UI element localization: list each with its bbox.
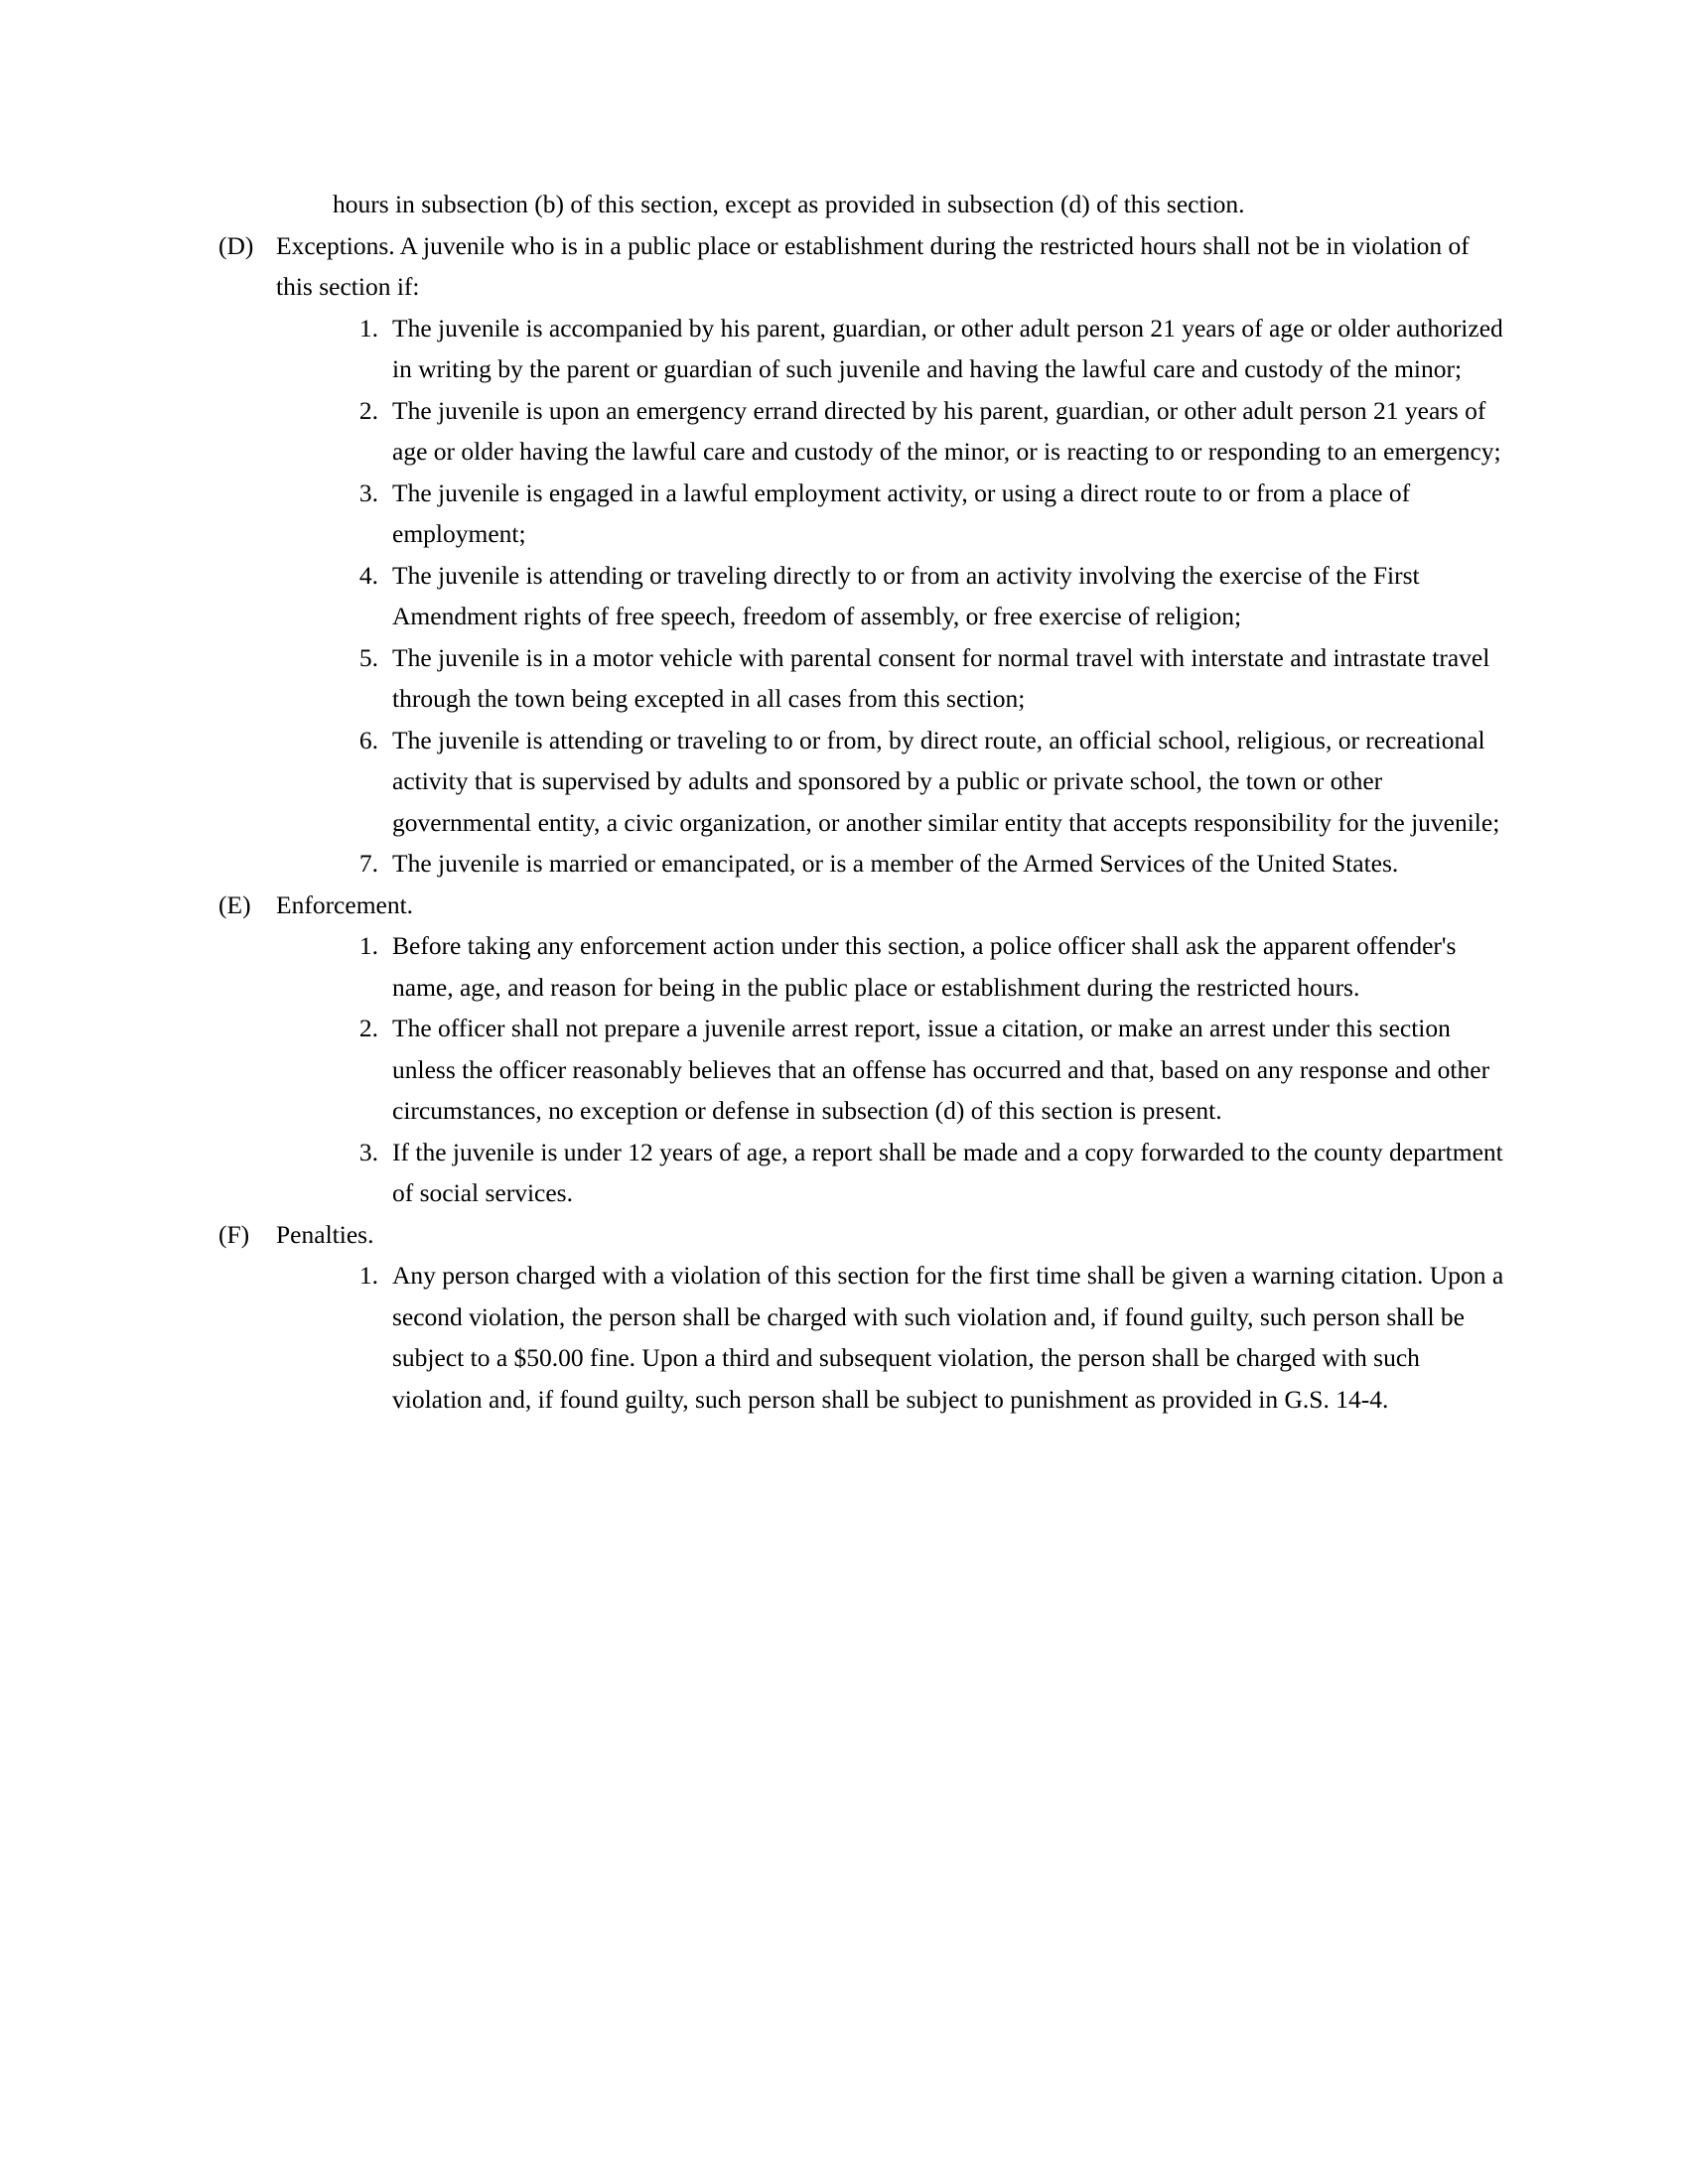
list-item <box>333 473 1509 555</box>
list-item <box>333 1132 1509 1214</box>
section-e-marker: (E) <box>218 889 251 919</box>
list-item-text: The juvenile is upon an emergency errand directed by his parent, guardian, or other adult person 21 years of age or older having the lawful care and custody of the minor, or is reacting to or responding to an emergency; <box>392 395 1501 466</box>
list-item <box>333 555 1509 637</box>
section-e-list <box>179 925 1509 1214</box>
list-item-marker: 6. <box>358 725 378 754</box>
list-item-text: The juvenile is accompanied by his parent, guardian, or other adult person 21 years of age or older authorized in writing by the parent or guardian of such juvenile and having the lawful care and custody of the minor; <box>392 313 1503 383</box>
document-body <box>179 184 1509 1420</box>
list-item-text: The officer shall not prepare a juvenile arrest report, issue a citation, or make an arrest under this section unless the officer reasonably believes that an offense has occurred and that, based on any response and other circumstances, no exception or defense in subsection (d) of this section is present. <box>392 1014 1490 1125</box>
list-item-marker: 1. <box>358 931 378 960</box>
section-e <box>218 885 1509 926</box>
list-item-text: If the juvenile is under 12 years of age, a report shall be made and a copy forwarded to the county department of social services. <box>392 1137 1503 1207</box>
list-item-marker: 2. <box>358 1014 378 1042</box>
list-item-marker: 3. <box>358 1137 378 1166</box>
list-item-marker: 7. <box>358 849 378 878</box>
list-item <box>333 1255 1509 1420</box>
list-item-text: The juvenile is engaged in a lawful employment activity, or using a direct route to or from a place of employment; <box>392 478 1411 548</box>
list-item-text: The juvenile is attending or traveling to or from, by direct route, an official school, religious, or recreational activity that is supervised by adults and sponsored by a public or private school, the town or other governmental entity, a civic organization, or another similar entity that accepts responsibility for the juvenile; <box>392 725 1500 837</box>
list-item <box>333 637 1509 720</box>
section-f-list <box>179 1255 1509 1420</box>
list-item-marker: 4. <box>358 560 378 590</box>
section-e-heading: Enforcement. <box>276 889 414 919</box>
section-d-list <box>179 308 1509 885</box>
list-item-marker: 5. <box>358 642 378 672</box>
list-item <box>333 390 1509 473</box>
section-d-heading: Exceptions. A juvenile who is in a public place or establishment during the restricted hours shall not be in violation of this section if: <box>276 230 1470 301</box>
list-item-text: The juvenile is attending or traveling directly to or from an activity involving the exercise of the First Amendment rights of free speech, freedom of assembly, or free exercise of religion; <box>392 560 1420 630</box>
section-f-heading: Penalties. <box>276 1219 374 1249</box>
continuation-paragraph: hours in subsection (b) of this section, except as provided in subsection (d) of this section. <box>333 190 1245 218</box>
list-item-text: Before taking any enforcement action under this section, a police officer shall ask the apparent offender's name, age, and reason for being in the public place or establishment during the restricted hours. <box>392 931 1457 1002</box>
list-item-marker: 2. <box>358 395 378 425</box>
list-item-text: The juvenile is in a motor vehicle with parental consent for normal travel with interstate and intrastate travel through the town being excepted in all cases from this section; <box>392 642 1490 713</box>
list-item <box>333 925 1509 1008</box>
list-item <box>333 1008 1509 1132</box>
list-item-text: The juvenile is married or emancipated, or is a member of the Armed Services of the United States. <box>392 849 1399 878</box>
list-item-marker: 1. <box>358 313 378 342</box>
section-d-marker: (D) <box>218 230 254 260</box>
section-f <box>218 1214 1509 1256</box>
list-item-text: Any person charged with a violation of this section for the first time shall be given a warning citation. Upon a second violation, the person shall be charged with such violation and, if found guilty, such person shall be subject to a $50.00 fine. Upon a third and subsequent violation, the person shall be charged with such violation and, if found guilty, such person shall be subject to punishment as provided in G.S. 14-4. <box>392 1261 1504 1414</box>
list-item-marker: 1. <box>358 1261 378 1290</box>
list-item <box>333 308 1509 390</box>
list-item <box>333 720 1509 844</box>
list-item <box>333 843 1509 885</box>
section-d <box>218 225 1509 308</box>
list-item-marker: 3. <box>358 478 378 507</box>
section-f-marker: (F) <box>218 1219 250 1249</box>
